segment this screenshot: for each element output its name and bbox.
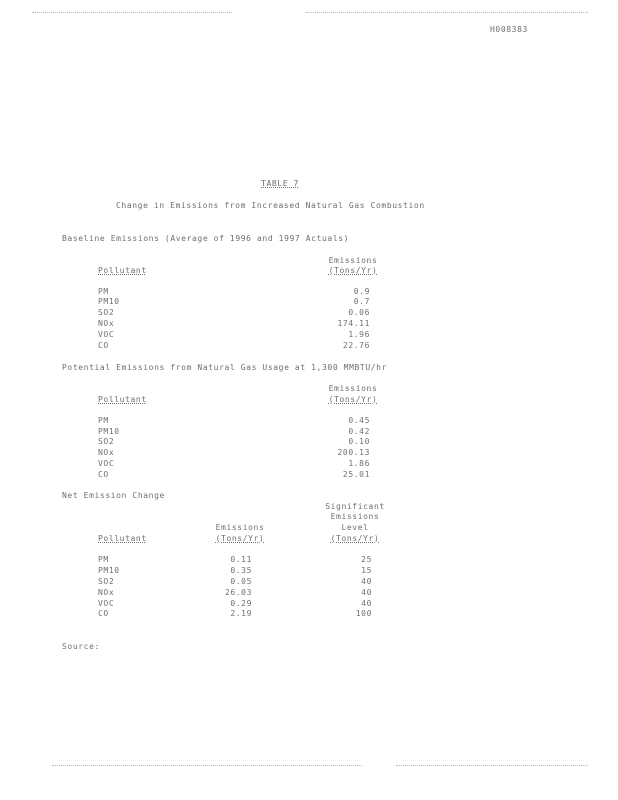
s2-row-4-value: 200.13: [337, 448, 370, 457]
s3-row-2-significant: 15: [361, 566, 372, 575]
s3-emissions-header: Emissions: [215, 523, 265, 532]
s3-significant-header-3: Level: [341, 523, 369, 532]
section-3-heading: Net Emission Change: [62, 491, 165, 500]
s3-row-3-value: 0.05: [230, 577, 252, 586]
table-title: TABLE 7: [261, 179, 299, 188]
s2-pollutant-header: Pollutant: [98, 395, 147, 404]
s3-significant-header-2: Emissions: [330, 512, 380, 521]
s2-row-3-pollutant: SO2: [98, 437, 115, 446]
scan-noise-top-right: [306, 12, 588, 13]
s1-pollutant-header: Pollutant: [98, 266, 147, 275]
s3-row-5-value: 0.29: [230, 599, 252, 608]
scan-noise-top-left: [32, 12, 232, 13]
s3-row-3-pollutant: SO2: [98, 577, 115, 586]
s3-row-4-significant: 40: [361, 588, 372, 597]
section-1-heading: Baseline Emissions (Average of 1996 and 1997 Actuals): [62, 234, 350, 243]
s3-row-2-pollutant: PM10: [98, 566, 120, 575]
s3-significant-header-4: (Tons/Yr): [330, 534, 380, 543]
s1-row-1-value: 0.9: [353, 287, 370, 296]
s1-row-2-value: 0.7: [353, 297, 370, 306]
s2-row-3-value: 0.10: [348, 437, 370, 446]
scan-noise-bottom-left: [52, 765, 362, 766]
document-id: H008383: [490, 25, 528, 34]
s3-row-1-value: 0.11: [230, 555, 252, 564]
s2-row-1-value: 0.45: [348, 416, 370, 425]
s1-row-3-value: 0.06: [348, 308, 370, 317]
s2-row-2-value: 0.42: [348, 427, 370, 436]
s3-row-5-pollutant: VOC: [98, 599, 115, 608]
s2-row-5-value: 1.86: [348, 459, 370, 468]
s3-pollutant-header: Pollutant: [98, 534, 147, 543]
table-subtitle: Change in Emissions from Increased Natural Gas Combustion: [116, 201, 425, 210]
s2-row-6-value: 25.01: [342, 470, 370, 479]
s2-row-1-pollutant: PM: [98, 416, 109, 425]
s1-row-5-value: 1.96: [348, 330, 370, 339]
s1-units-header: (Tons/Yr): [328, 266, 378, 275]
s3-row-6-significant: 100: [355, 609, 372, 618]
s3-row-4-pollutant: NOx: [98, 588, 115, 597]
s2-units-header: (Tons/Yr): [328, 395, 378, 404]
s2-row-4-pollutant: NOx: [98, 448, 115, 457]
scan-noise-bottom-right: [396, 765, 588, 766]
s1-row-6-pollutant: CO: [98, 341, 109, 350]
s3-row-1-pollutant: PM: [98, 555, 109, 564]
s2-emissions-header: Emissions: [328, 384, 378, 393]
s1-row-4-pollutant: NOx: [98, 319, 115, 328]
s3-row-1-significant: 25: [361, 555, 372, 564]
s3-significant-header-1: Significant: [325, 502, 385, 511]
s2-row-6-pollutant: CO: [98, 470, 109, 479]
s3-units-header: (Tons/Yr): [215, 534, 265, 543]
s1-row-2-pollutant: PM10: [98, 297, 120, 306]
s3-row-4-value: 26.03: [224, 588, 252, 597]
s1-emissions-header: Emissions: [328, 256, 378, 265]
s2-row-5-pollutant: VOC: [98, 459, 115, 468]
s3-row-2-value: 0.35: [230, 566, 252, 575]
s1-row-3-pollutant: SO2: [98, 308, 115, 317]
s2-row-2-pollutant: PM10: [98, 427, 120, 436]
s1-row-6-value: 22.76: [342, 341, 370, 350]
s1-row-5-pollutant: VOC: [98, 330, 115, 339]
s1-row-1-pollutant: PM: [98, 287, 109, 296]
s3-row-6-value: 2.19: [230, 609, 252, 618]
footnote-label: Source:: [62, 642, 100, 651]
s1-row-4-value: 174.11: [337, 319, 370, 328]
s3-row-6-pollutant: CO: [98, 609, 109, 618]
s3-row-3-significant: 40: [361, 577, 372, 586]
s3-row-5-significant: 40: [361, 599, 372, 608]
section-2-heading: Potential Emissions from Natural Gas Usage at 1,300 MMBTU/hr: [62, 363, 387, 372]
